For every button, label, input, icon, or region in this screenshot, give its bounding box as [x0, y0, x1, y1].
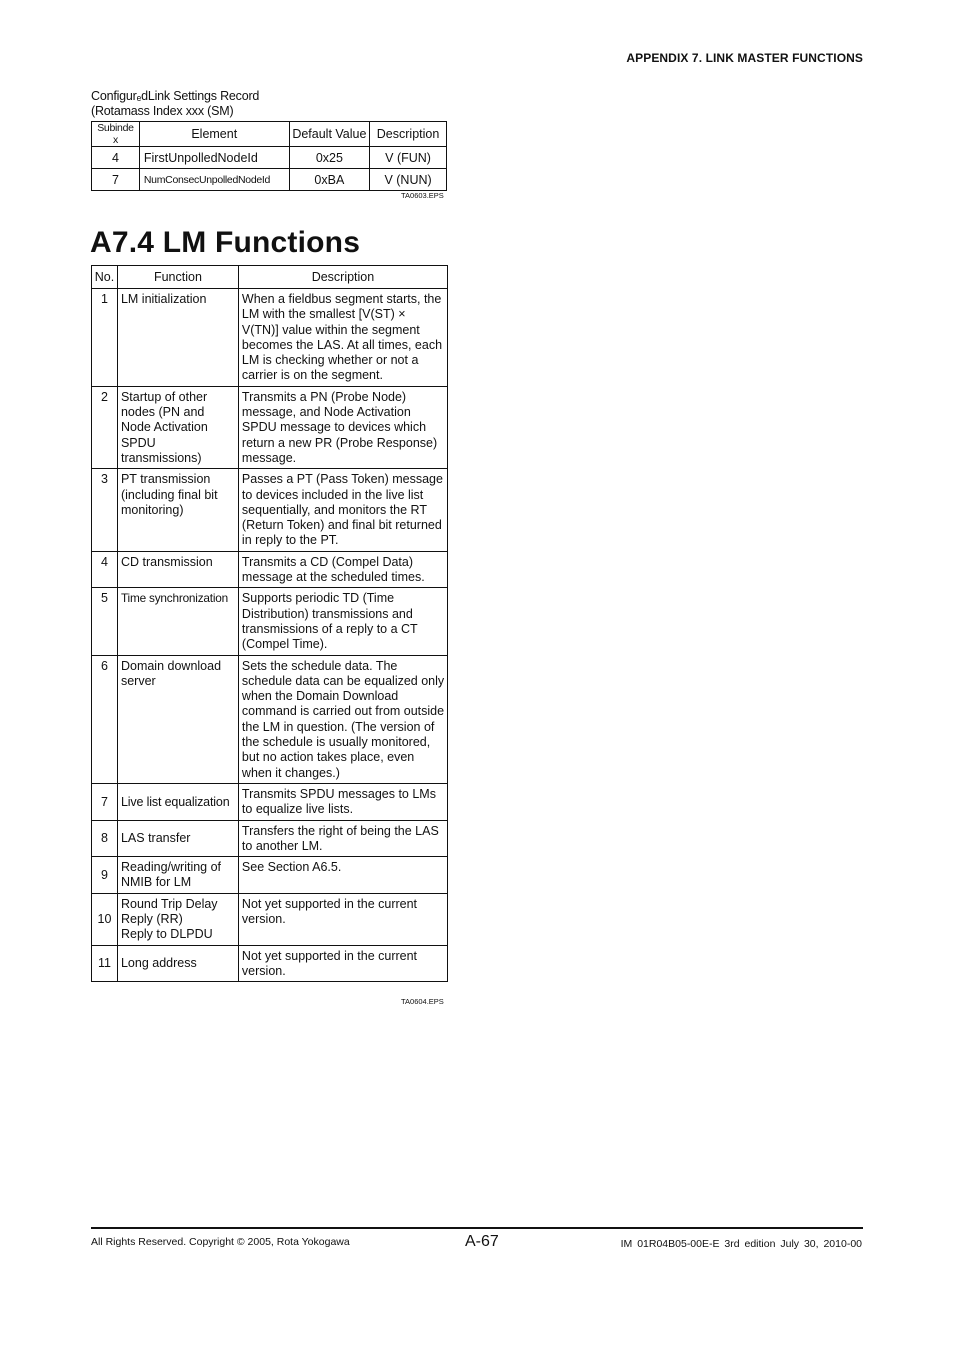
column-header: Description [370, 122, 447, 147]
number-cell: 6 [92, 655, 118, 783]
element-cell: FirstUnpolledNodeId [139, 147, 289, 169]
number-cell: 8 [92, 820, 118, 857]
number-cell: 9 [92, 857, 118, 894]
function-cell: Long address [117, 945, 238, 982]
default-cell: 0xBA [289, 169, 369, 191]
description-cell: Not yet supported in the current version. [238, 945, 447, 982]
number-cell: 5 [92, 588, 118, 655]
section-title: A7.4 LM Functions [90, 226, 361, 259]
function-cell: Live list equalization [117, 783, 238, 820]
table-row [92, 893, 448, 945]
description-cell: When a fieldbus segment starts, the LM with the smallest [V(ST) × V(TN)] value within the segment becomes the LAS. At all times, each LM is checking whether or not a carrier is on the segment. [238, 289, 447, 387]
column-header: Default Value [289, 122, 369, 147]
footer-divider [91, 1227, 863, 1229]
function-cell: PT transmission (including final bit monitoring) [117, 469, 238, 551]
table-row [92, 820, 448, 857]
column-header: Description [238, 266, 447, 289]
function-line: Reply to DLPDU [120, 927, 213, 942]
page-header: APPENDIX 7. LINK MASTER FUNCTIONS [626, 51, 863, 65]
table-row [92, 551, 448, 588]
description-cell: V (FUN) [370, 147, 447, 169]
function-cell: LAS transfer [117, 820, 238, 857]
column-header: No. [92, 266, 118, 289]
element-cell: NumConsecUnpolledNodeId [139, 169, 289, 191]
table-row [92, 289, 448, 387]
function-cell: Time synchronization [117, 588, 238, 655]
table-row [92, 469, 448, 551]
number-cell: 2 [92, 386, 118, 468]
description-cell: Transmits a CD (Compel Data) message at the scheduled times. [238, 551, 447, 588]
figure-id: TA0603.EPS [401, 191, 444, 200]
subindex-cell: 7 [92, 169, 140, 191]
link-settings-table [91, 121, 447, 191]
subindex-cell: 4 [92, 147, 140, 169]
table-header-row [92, 122, 447, 147]
function-cell [117, 893, 238, 945]
function-line: Round Trip Delay [120, 896, 218, 911]
table-row [92, 945, 448, 982]
default-cell: 0x25 [289, 147, 369, 169]
lm-functions-table [91, 265, 448, 982]
description-cell: Passes a PT (Pass Token) message to devices included in the live list sequentially, and monitors the RT (Return Token) and final bit returned in reply to the PT. [238, 469, 447, 551]
description-cell: Supports periodic TD (Time Distribution) transmissions and transmissions of a reply to a CT (Compel Time). [238, 588, 447, 655]
record-title-line2: (Rotamass Index xxx (SM) [91, 104, 234, 118]
column-header: Element [139, 122, 289, 147]
table-row [92, 588, 448, 655]
description-cell: Transmits SPDU messages to LMs to equalize live lists. [238, 783, 447, 820]
table-row [92, 857, 448, 894]
figure-id: TA0604.EPS [401, 997, 444, 1006]
table-row [92, 169, 447, 191]
document-id: IM 01R04B05-00E-E 3rd edition July 30, 2010-00 [620, 1238, 862, 1250]
description-cell: Sets the schedule data. The schedule data can be equalized only when the Domain Download command is carried out from outside the LM in question. (The version of the schedule is usually monitored, but no action takes place, even when it changes.) [238, 655, 447, 783]
table-row [92, 147, 447, 169]
description-cell: Not yet supported in the current version. [238, 893, 447, 945]
number-cell: 4 [92, 551, 118, 588]
description-cell: Transfers the right of being the LAS to another LM. [238, 820, 447, 857]
page-number: A-67 [465, 1233, 499, 1250]
record-title [91, 89, 259, 119]
number-cell: 10 [92, 893, 118, 945]
function-cell: Reading/writing of NMIB for LM [117, 857, 238, 894]
number-cell: 3 [92, 469, 118, 551]
description-cell: Transmits a PN (Probe Node) message, and Node Activation SPDU message to devices which return a new PR (Probe Response) message. [238, 386, 447, 468]
table-row [92, 386, 448, 468]
table-row [92, 783, 448, 820]
function-cell: Domain download server [117, 655, 238, 783]
table-row [92, 655, 448, 783]
function-cell: LM initialization [117, 289, 238, 387]
number-cell: 7 [92, 783, 118, 820]
function-cell: Startup of other nodes (PN and Node Activation SPDU transmissions) [117, 386, 238, 468]
copyright-notice: All Rights Reserved. Copyright © 2005, Rota Yokogawa [91, 1236, 350, 1248]
description-cell: See Section A6.5. [238, 857, 447, 894]
column-header: Function [117, 266, 238, 289]
function-line: Reply (RR) [120, 911, 183, 926]
function-cell: CD transmission [117, 551, 238, 588]
column-header: Subinde x [92, 122, 140, 147]
table-header-row [92, 266, 448, 289]
description-cell: V (NUN) [370, 169, 447, 191]
number-cell: 11 [92, 945, 118, 982]
record-title-line1: ConfigurₑdLink Settings Record [91, 89, 260, 103]
number-cell: 1 [92, 289, 118, 387]
